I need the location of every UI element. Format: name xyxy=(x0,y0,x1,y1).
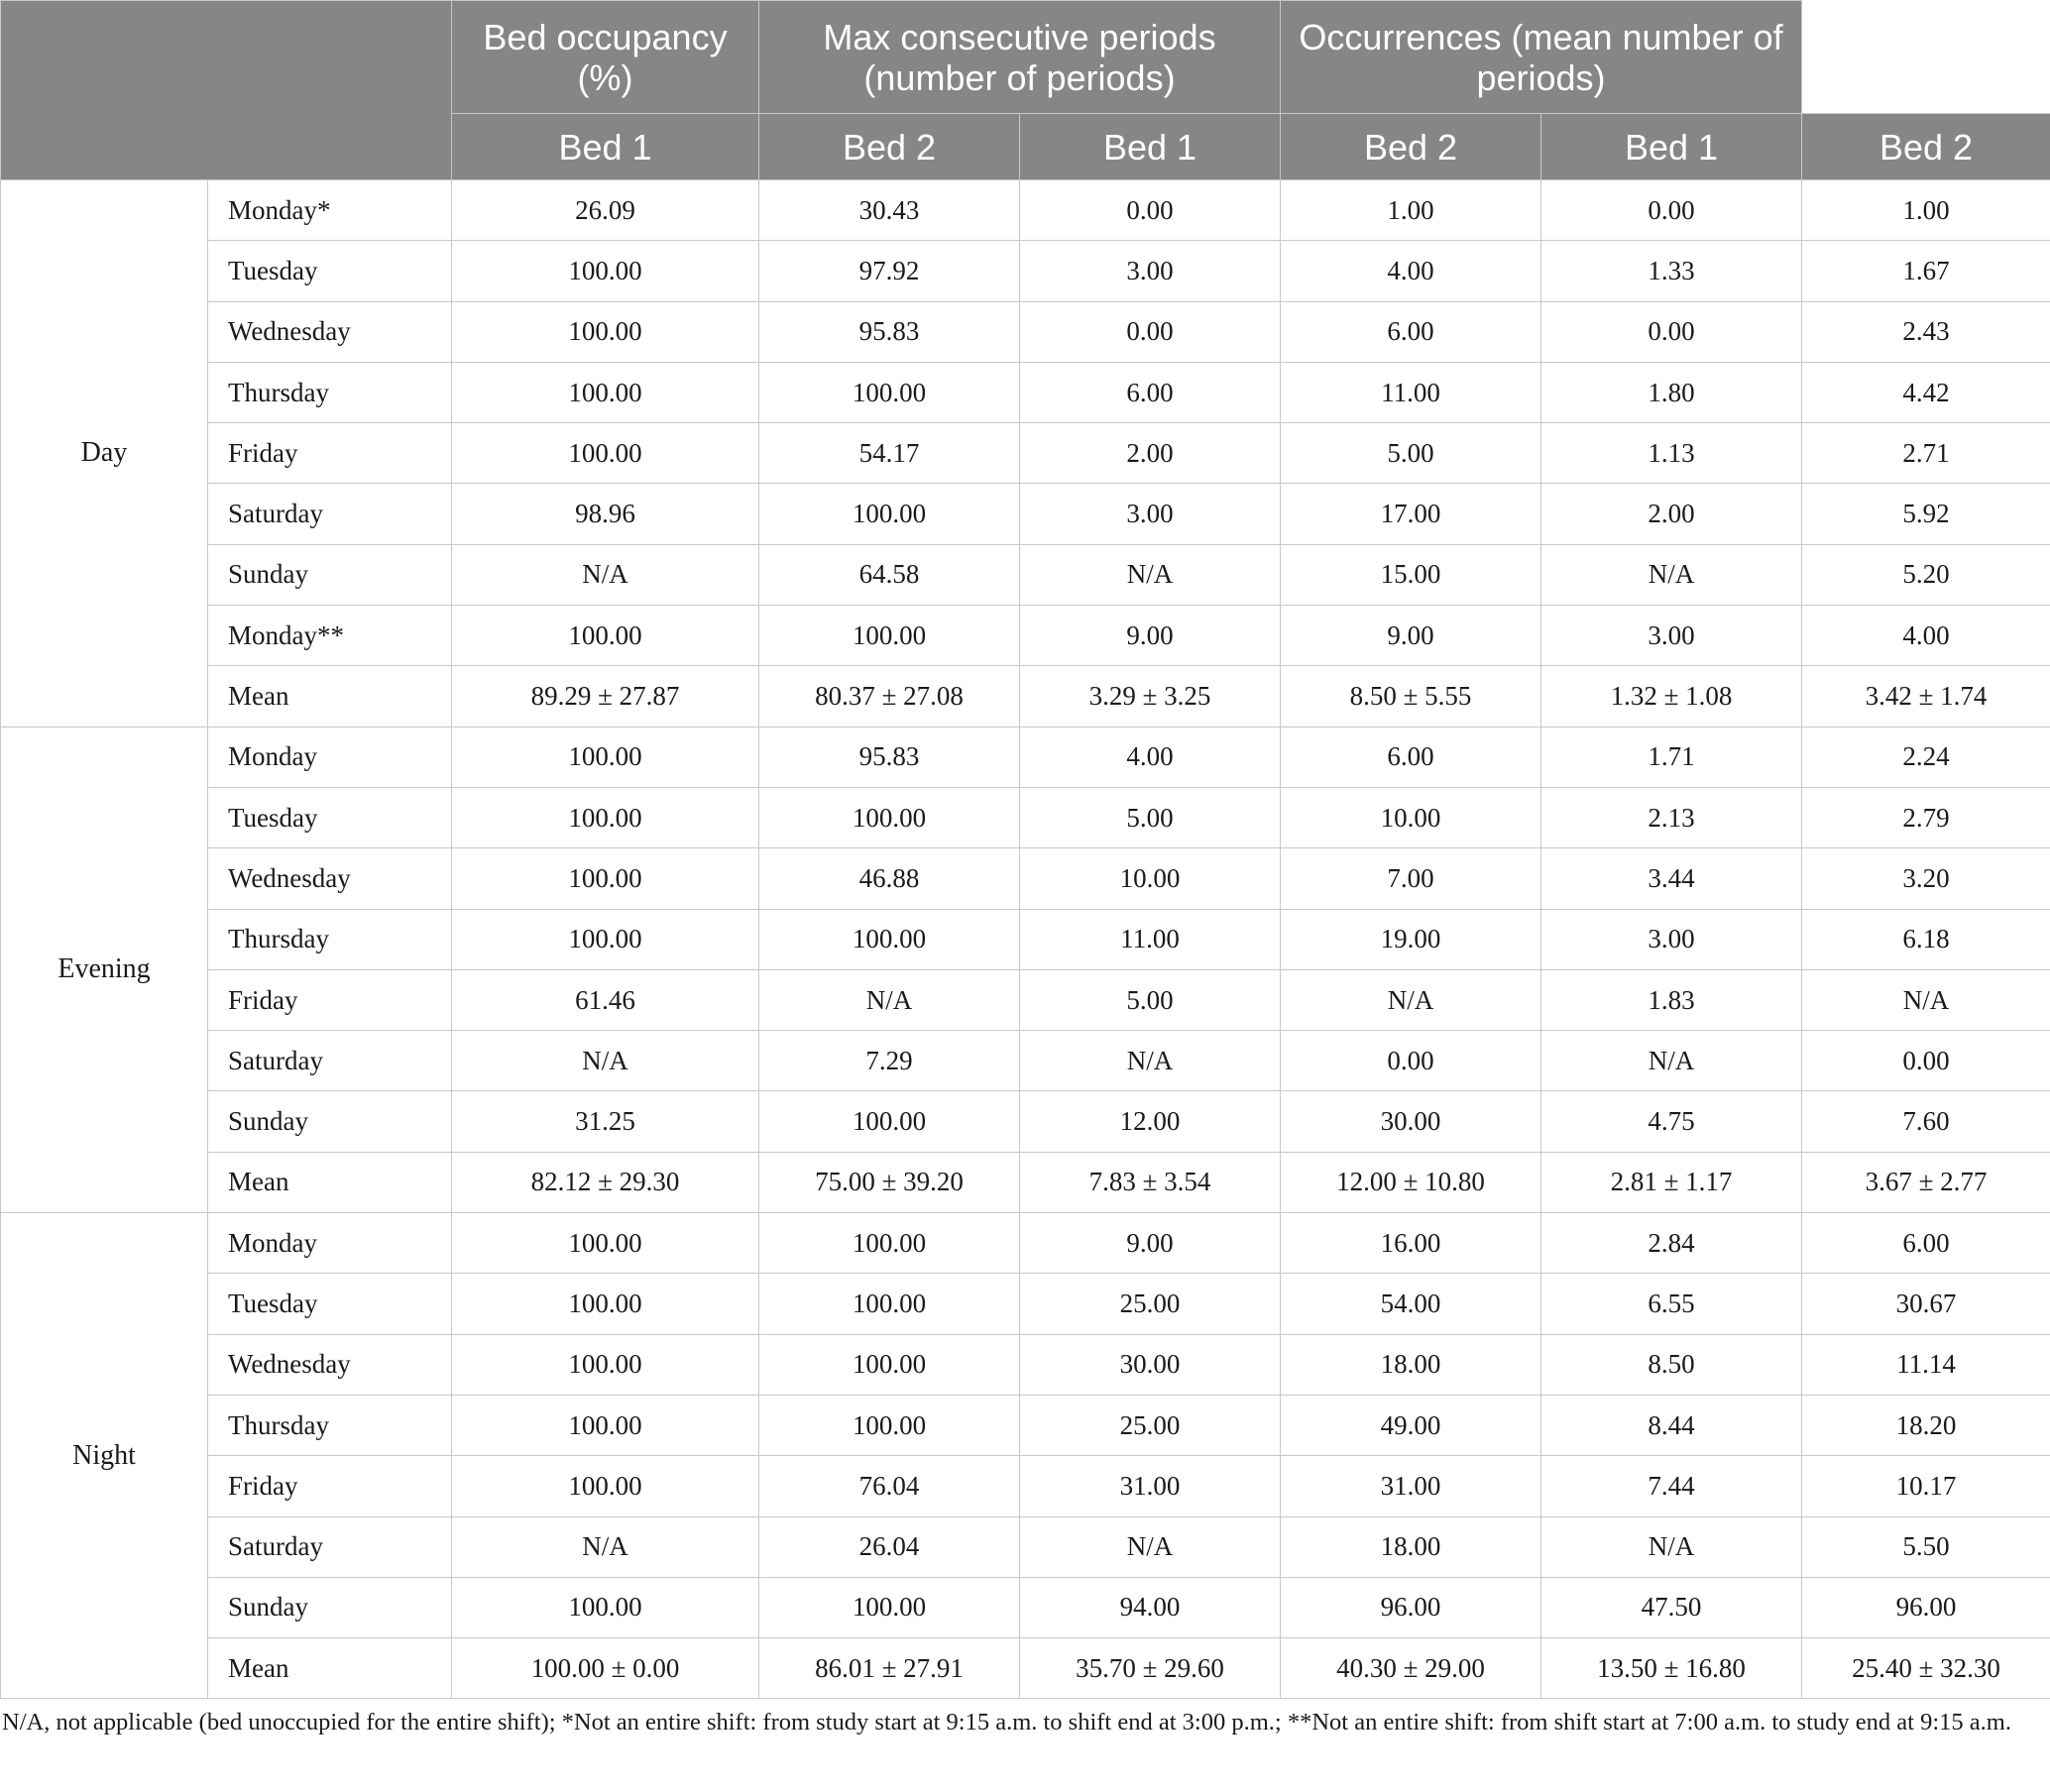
day-label: Sunday xyxy=(208,1091,452,1152)
value-cell: 30.43 xyxy=(759,180,1020,241)
table-row xyxy=(1,484,2050,544)
value-cell: 96.00 xyxy=(1281,1577,1541,1637)
value-cell: N/A xyxy=(452,1516,759,1577)
value-cell: 2.00 xyxy=(1541,484,1802,544)
shift-label: Evening xyxy=(1,727,208,1212)
value-cell: 3.42 ± 1.74 xyxy=(1802,666,2050,727)
table-row xyxy=(1,1638,2050,1699)
value-cell: 3.00 xyxy=(1020,241,1281,301)
day-label: Thursday xyxy=(208,909,452,969)
table-row xyxy=(1,727,2050,787)
value-cell: 17.00 xyxy=(1281,484,1541,544)
value-cell: 95.83 xyxy=(759,301,1020,362)
value-cell: 76.04 xyxy=(759,1456,1020,1516)
value-cell: N/A xyxy=(1541,1516,1802,1577)
day-label: Sunday xyxy=(208,1577,452,1637)
value-cell: 6.00 xyxy=(1020,362,1281,422)
value-cell: 46.88 xyxy=(759,848,1020,909)
value-cell: 100.00 xyxy=(452,301,759,362)
day-label: Sunday xyxy=(208,544,452,605)
value-cell: 100.00 xyxy=(759,1274,1020,1334)
value-cell: 3.00 xyxy=(1541,606,1802,666)
value-cell: 54.17 xyxy=(759,423,1020,484)
value-cell: 100.00 xyxy=(759,362,1020,422)
value-cell: 11.00 xyxy=(1281,362,1541,422)
value-cell: 6.00 xyxy=(1281,301,1541,362)
value-cell: 5.00 xyxy=(1020,787,1281,847)
value-cell: 64.58 xyxy=(759,544,1020,605)
value-cell: 0.00 xyxy=(1802,1031,2050,1091)
value-cell: 100.00 xyxy=(452,787,759,847)
value-cell: 5.00 xyxy=(1020,969,1281,1030)
value-cell: N/A xyxy=(759,969,1020,1030)
value-cell: N/A xyxy=(452,544,759,605)
table-row xyxy=(1,1395,2050,1455)
value-cell: 100.00 xyxy=(759,787,1020,847)
value-cell: 4.75 xyxy=(1541,1091,1802,1152)
value-cell: 6.18 xyxy=(1802,909,2050,969)
value-cell: 2.81 ± 1.17 xyxy=(1541,1152,1802,1212)
value-cell: 40.30 ± 29.00 xyxy=(1281,1638,1541,1699)
value-cell: 1.80 xyxy=(1541,362,1802,422)
value-cell: 12.00 ± 10.80 xyxy=(1281,1152,1541,1212)
value-cell: 82.12 ± 29.30 xyxy=(452,1152,759,1212)
table-row xyxy=(1,1031,2050,1091)
value-cell: 100.00 ± 0.00 xyxy=(452,1638,759,1699)
value-cell: 7.29 xyxy=(759,1031,1020,1091)
value-cell: 0.00 xyxy=(1541,301,1802,362)
value-cell: 1.32 ± 1.08 xyxy=(1541,666,1802,727)
value-cell: 9.00 xyxy=(1281,606,1541,666)
value-cell: 100.00 xyxy=(452,1395,759,1455)
value-cell: 18.00 xyxy=(1281,1334,1541,1395)
table-row xyxy=(1,1516,2050,1577)
value-cell: 100.00 xyxy=(452,423,759,484)
table-row xyxy=(1,362,2050,422)
table-row xyxy=(1,606,2050,666)
value-cell: 26.04 xyxy=(759,1516,1020,1577)
value-cell: 26.09 xyxy=(452,180,759,241)
day-label: Saturday xyxy=(208,1031,452,1091)
value-cell: 3.20 xyxy=(1802,848,2050,909)
value-cell: 31.25 xyxy=(452,1091,759,1152)
table-row xyxy=(1,909,2050,969)
day-label: Tuesday xyxy=(208,1274,452,1334)
value-cell: 61.46 xyxy=(452,969,759,1030)
value-cell: 1.00 xyxy=(1281,180,1541,241)
value-cell: 0.00 xyxy=(1020,180,1281,241)
value-cell: 9.00 xyxy=(1020,1213,1281,1274)
subheader-bed: Bed 2 xyxy=(1281,114,1541,180)
table-row xyxy=(1,1213,2050,1274)
table-row xyxy=(1,1456,2050,1516)
value-cell: 2.24 xyxy=(1802,727,2050,787)
value-cell: 1.13 xyxy=(1541,423,1802,484)
day-label: Friday xyxy=(208,423,452,484)
value-cell: 1.00 xyxy=(1802,180,2050,241)
value-cell: 25.00 xyxy=(1020,1395,1281,1455)
value-cell: 6.00 xyxy=(1281,727,1541,787)
day-label: Saturday xyxy=(208,1516,452,1577)
table-row xyxy=(1,423,2050,484)
value-cell: 10.00 xyxy=(1020,848,1281,909)
value-cell: 13.50 ± 16.80 xyxy=(1541,1638,1802,1699)
table-row xyxy=(1,1577,2050,1637)
value-cell: 100.00 xyxy=(452,1456,759,1516)
value-cell: 1.83 xyxy=(1541,969,1802,1030)
value-cell: 54.00 xyxy=(1281,1274,1541,1334)
value-cell: 5.00 xyxy=(1281,423,1541,484)
value-cell: 18.20 xyxy=(1802,1395,2050,1455)
value-cell: 16.00 xyxy=(1281,1213,1541,1274)
value-cell: N/A xyxy=(1020,1031,1281,1091)
table-body xyxy=(1,180,2050,1699)
header-occurrences: Occurrences (mean number of periods) xyxy=(1281,1,1802,114)
value-cell: 3.00 xyxy=(1541,909,1802,969)
value-cell: 12.00 xyxy=(1020,1091,1281,1152)
value-cell: 94.00 xyxy=(1020,1577,1281,1637)
value-cell: 30.00 xyxy=(1020,1334,1281,1395)
value-cell: 15.00 xyxy=(1281,544,1541,605)
value-cell: 47.50 xyxy=(1541,1577,1802,1637)
day-label: Tuesday xyxy=(208,241,452,301)
value-cell: 5.92 xyxy=(1802,484,2050,544)
value-cell: 2.00 xyxy=(1020,423,1281,484)
day-label: Saturday xyxy=(208,484,452,544)
value-cell: 4.00 xyxy=(1020,727,1281,787)
value-cell: 0.00 xyxy=(1541,180,1802,241)
day-label: Thursday xyxy=(208,362,452,422)
day-label: Friday xyxy=(208,969,452,1030)
value-cell: 95.83 xyxy=(759,727,1020,787)
value-cell: 11.00 xyxy=(1020,909,1281,969)
value-cell: N/A xyxy=(1802,969,2050,1030)
value-cell: 89.29 ± 27.87 xyxy=(452,666,759,727)
value-cell: 35.70 ± 29.60 xyxy=(1020,1638,1281,1699)
table-row xyxy=(1,180,2050,241)
value-cell: 8.50 xyxy=(1541,1334,1802,1395)
day-label: Mean xyxy=(208,666,452,727)
value-cell: 5.20 xyxy=(1802,544,2050,605)
value-cell: 96.00 xyxy=(1802,1577,2050,1637)
table-row xyxy=(1,848,2050,909)
value-cell: 10.17 xyxy=(1802,1456,2050,1516)
shift-label: Day xyxy=(1,180,208,728)
value-cell: N/A xyxy=(452,1031,759,1091)
header-max-consecutive: Max consecutive periods (number of periods) xyxy=(759,1,1281,114)
header-corner xyxy=(1,1,452,180)
value-cell: 11.14 xyxy=(1802,1334,2050,1395)
value-cell: 4.00 xyxy=(1802,606,2050,666)
value-cell: 7.00 xyxy=(1281,848,1541,909)
value-cell: 2.71 xyxy=(1802,423,2050,484)
subheader-bed: Bed 1 xyxy=(452,114,759,180)
value-cell: N/A xyxy=(1020,544,1281,605)
value-cell: 1.67 xyxy=(1802,241,2050,301)
value-cell: 100.00 xyxy=(452,1577,759,1637)
value-cell: 10.00 xyxy=(1281,787,1541,847)
value-cell: 5.50 xyxy=(1802,1516,2050,1577)
value-cell: 80.37 ± 27.08 xyxy=(759,666,1020,727)
value-cell: 97.92 xyxy=(759,241,1020,301)
value-cell: 30.00 xyxy=(1281,1091,1541,1152)
value-cell: 8.50 ± 5.55 xyxy=(1281,666,1541,727)
day-label: Monday* xyxy=(208,180,452,241)
table-row xyxy=(1,241,2050,301)
value-cell: 100.00 xyxy=(759,606,1020,666)
subheader-bed: Bed 1 xyxy=(1541,114,1802,180)
table-row xyxy=(1,301,2050,362)
value-cell: 0.00 xyxy=(1281,1031,1541,1091)
value-cell: 100.00 xyxy=(452,727,759,787)
value-cell: 100.00 xyxy=(452,606,759,666)
day-label: Wednesday xyxy=(208,301,452,362)
value-cell: 19.00 xyxy=(1281,909,1541,969)
day-label: Friday xyxy=(208,1456,452,1516)
value-cell: 1.33 xyxy=(1541,241,1802,301)
value-cell: 100.00 xyxy=(759,1395,1020,1455)
subheader-bed: Bed 1 xyxy=(1020,114,1281,180)
value-cell: 3.00 xyxy=(1020,484,1281,544)
subheader-bed: Bed 2 xyxy=(1802,114,2050,180)
table-row xyxy=(1,787,2050,847)
value-cell: 3.29 ± 3.25 xyxy=(1020,666,1281,727)
table-row xyxy=(1,1091,2050,1152)
value-cell: 6.00 xyxy=(1802,1213,2050,1274)
value-cell: 31.00 xyxy=(1020,1456,1281,1516)
value-cell: 4.00 xyxy=(1281,241,1541,301)
value-cell: 2.43 xyxy=(1802,301,2050,362)
value-cell: 100.00 xyxy=(759,909,1020,969)
value-cell: 100.00 xyxy=(759,1091,1020,1152)
value-cell: N/A xyxy=(1541,544,1802,605)
table-row xyxy=(1,544,2050,605)
value-cell: 100.00 xyxy=(452,848,759,909)
table-row xyxy=(1,1274,2050,1334)
table-header xyxy=(1,1,2050,180)
value-cell: 31.00 xyxy=(1281,1456,1541,1516)
value-cell: 100.00 xyxy=(759,1213,1020,1274)
header-bed-occupancy: Bed occupancy (%) xyxy=(452,1,759,114)
value-cell: 49.00 xyxy=(1281,1395,1541,1455)
value-cell: 100.00 xyxy=(452,909,759,969)
value-cell: 18.00 xyxy=(1281,1516,1541,1577)
value-cell: 6.55 xyxy=(1541,1274,1802,1334)
value-cell: 7.44 xyxy=(1541,1456,1802,1516)
day-label: Monday xyxy=(208,727,452,787)
value-cell: 0.00 xyxy=(1020,301,1281,362)
day-label: Mean xyxy=(208,1152,452,1212)
value-cell: 25.40 ± 32.30 xyxy=(1802,1638,2050,1699)
value-cell: 3.67 ± 2.77 xyxy=(1802,1152,2050,1212)
day-label: Wednesday xyxy=(208,848,452,909)
value-cell: 9.00 xyxy=(1020,606,1281,666)
value-cell: 2.13 xyxy=(1541,787,1802,847)
value-cell: 2.84 xyxy=(1541,1213,1802,1274)
value-cell: N/A xyxy=(1281,969,1541,1030)
value-cell: N/A xyxy=(1541,1031,1802,1091)
value-cell: 100.00 xyxy=(759,484,1020,544)
value-cell: 7.83 ± 3.54 xyxy=(1020,1152,1281,1212)
day-label: Wednesday xyxy=(208,1334,452,1395)
value-cell: 100.00 xyxy=(452,241,759,301)
value-cell: 86.01 ± 27.91 xyxy=(759,1638,1020,1699)
value-cell: 100.00 xyxy=(452,1274,759,1334)
value-cell: 100.00 xyxy=(452,1334,759,1395)
subheader-bed: Bed 2 xyxy=(759,114,1020,180)
value-cell: 8.44 xyxy=(1541,1395,1802,1455)
value-cell: 75.00 ± 39.20 xyxy=(759,1152,1020,1212)
shift-label: Night xyxy=(1,1213,208,1699)
value-cell: N/A xyxy=(1020,1516,1281,1577)
value-cell: 1.71 xyxy=(1541,727,1802,787)
value-cell: 25.00 xyxy=(1020,1274,1281,1334)
value-cell: 100.00 xyxy=(759,1334,1020,1395)
day-label: Tuesday xyxy=(208,787,452,847)
value-cell: 30.67 xyxy=(1802,1274,2050,1334)
table-row xyxy=(1,1152,2050,1212)
table-footnote: N/A, not applicable (bed unoccupied for the entire shift); *Not an entire shift: from study start at 9:15 a.m. to shift end at 3:00 p.m.; **Not an entire shift: from shift start at 7:00 a.m. to study end at 9:15 a.m. xyxy=(2,1709,2011,1736)
table-row xyxy=(1,666,2050,727)
table-row xyxy=(1,1334,2050,1395)
day-label: Mean xyxy=(208,1638,452,1699)
day-label: Monday xyxy=(208,1213,452,1274)
day-label: Monday** xyxy=(208,606,452,666)
table-row xyxy=(1,969,2050,1030)
value-cell: 2.79 xyxy=(1802,787,2050,847)
day-label: Thursday xyxy=(208,1395,452,1455)
value-cell: 4.42 xyxy=(1802,362,2050,422)
value-cell: 100.00 xyxy=(759,1577,1020,1637)
value-cell: 100.00 xyxy=(452,1213,759,1274)
value-cell: 100.00 xyxy=(452,362,759,422)
value-cell: 3.44 xyxy=(1541,848,1802,909)
value-cell: 98.96 xyxy=(452,484,759,544)
value-cell: 7.60 xyxy=(1802,1091,2050,1152)
